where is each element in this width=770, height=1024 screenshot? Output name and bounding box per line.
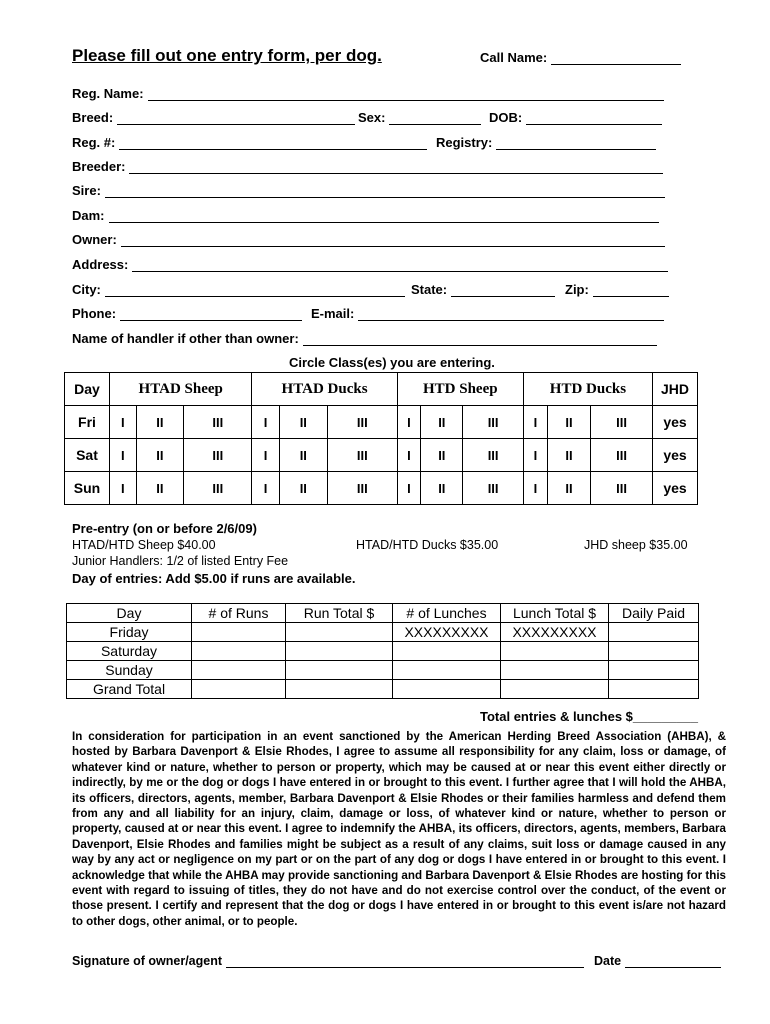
class-option[interactable]: II <box>548 472 591 505</box>
pay-cell[interactable] <box>393 661 501 680</box>
pay-header-daily-paid: Daily Paid <box>609 604 699 623</box>
class-option[interactable]: II <box>136 472 183 505</box>
class-option[interactable]: III <box>328 472 398 505</box>
pay-day: Sunday <box>67 661 192 680</box>
pay-cell[interactable] <box>286 661 393 680</box>
state-field[interactable]: State: <box>411 282 559 297</box>
class-option[interactable]: II <box>279 406 327 439</box>
day-cell: Fri <box>65 406 110 439</box>
payment-table <box>66 603 699 699</box>
handler-field[interactable]: Name of handler if other than owner: <box>72 331 661 346</box>
class-option[interactable]: I <box>110 439 137 472</box>
payment-row-sunday <box>67 661 699 680</box>
pay-cell[interactable] <box>393 680 501 699</box>
date-field[interactable]: Date <box>594 954 725 968</box>
pay-cell[interactable] <box>286 623 393 642</box>
class-option[interactable]: III <box>184 439 252 472</box>
class-option[interactable]: I <box>397 472 421 505</box>
class-row-sat <box>65 439 698 472</box>
address-field[interactable]: Address: <box>72 257 672 272</box>
class-option[interactable]: II <box>279 472 327 505</box>
day-cell: Sat <box>65 439 110 472</box>
day-cell: Sun <box>65 472 110 505</box>
phone-field[interactable]: Phone: <box>72 306 306 321</box>
registry-field[interactable]: Registry: <box>436 135 660 150</box>
payment-row-saturday <box>67 642 699 661</box>
class-option[interactable]: II <box>421 406 463 439</box>
jhd-option[interactable]: yes <box>653 472 698 505</box>
breeder-field[interactable]: Breeder: <box>72 159 667 174</box>
dob-field[interactable]: DOB: <box>489 110 666 125</box>
pay-header-run-total: Run Total $ <box>286 604 393 623</box>
class-option[interactable]: III <box>184 406 252 439</box>
pay-cell[interactable] <box>609 623 699 642</box>
zip-field[interactable]: Zip: <box>565 282 673 297</box>
pay-cell[interactable] <box>286 642 393 661</box>
pay-cell[interactable] <box>609 642 699 661</box>
class-option[interactable]: III <box>463 406 524 439</box>
header-htd-ducks: HTD Ducks <box>523 373 652 406</box>
class-option[interactable]: II <box>136 406 183 439</box>
owner-field[interactable]: Owner: <box>72 232 669 247</box>
header-day: Day <box>65 373 110 406</box>
pay-cell[interactable] <box>192 642 286 661</box>
pay-header-lunch-total: Lunch Total $ <box>501 604 609 623</box>
lunch-mask: XXXXXXXXX <box>501 623 609 642</box>
jhd-option[interactable]: yes <box>653 439 698 472</box>
pay-cell[interactable] <box>192 623 286 642</box>
sire-field[interactable]: Sire: <box>72 183 669 198</box>
class-option[interactable]: II <box>279 439 327 472</box>
reg-number-field[interactable]: Reg. #: <box>72 135 427 150</box>
class-option[interactable]: II <box>421 439 463 472</box>
reg-name-field[interactable]: Reg. Name: <box>72 86 668 101</box>
class-option[interactable]: I <box>252 406 279 439</box>
class-option[interactable]: II <box>548 406 591 439</box>
class-row-sun <box>65 472 698 505</box>
pay-cell[interactable] <box>393 642 501 661</box>
call-name-field[interactable]: Call Name: <box>480 50 685 65</box>
pay-cell[interactable] <box>609 661 699 680</box>
pay-cell[interactable] <box>501 680 609 699</box>
pay-header-runs: # of Runs <box>192 604 286 623</box>
class-option[interactable]: III <box>328 406 398 439</box>
classes-heading: Circle Class(es) you are entering. <box>289 355 495 370</box>
class-option[interactable]: III <box>184 472 252 505</box>
header-htad-ducks: HTAD Ducks <box>252 373 397 406</box>
total-entries-field[interactable]: Total entries & lunches $_________ <box>480 709 698 724</box>
class-option[interactable]: I <box>397 439 421 472</box>
class-option[interactable]: I <box>523 472 547 505</box>
class-option[interactable]: III <box>591 439 653 472</box>
fee-sheep: HTAD/HTD Sheep $40.00 <box>72 538 216 552</box>
class-option[interactable]: I <box>523 406 547 439</box>
payment-row-friday <box>67 623 699 642</box>
pay-day: Friday <box>67 623 192 642</box>
pay-cell[interactable] <box>192 661 286 680</box>
class-option[interactable]: II <box>548 439 591 472</box>
class-table <box>64 372 698 505</box>
pay-header-lunches: # of Lunches <box>393 604 501 623</box>
lunch-mask: XXXXXXXXX <box>393 623 501 642</box>
class-table-header <box>65 373 698 406</box>
class-option[interactable]: III <box>463 439 524 472</box>
class-option[interactable]: I <box>252 439 279 472</box>
class-option[interactable]: I <box>110 472 137 505</box>
pay-cell[interactable] <box>501 661 609 680</box>
class-option[interactable]: II <box>136 439 183 472</box>
pay-day: Grand Total <box>67 680 192 699</box>
pay-header-day: Day <box>67 604 192 623</box>
email-field[interactable]: E-mail: <box>311 306 668 321</box>
fee-day-of: Day of entries: Add $5.00 if runs are available. <box>72 571 356 586</box>
class-option[interactable]: III <box>591 472 653 505</box>
page-title: Please fill out one entry form, per dog. <box>72 46 382 65</box>
payment-row-grand-total <box>67 680 699 699</box>
pay-cell[interactable] <box>501 642 609 661</box>
class-option[interactable]: I <box>523 439 547 472</box>
class-option[interactable]: I <box>110 406 137 439</box>
pay-cell[interactable] <box>286 680 393 699</box>
class-option[interactable]: I <box>397 406 421 439</box>
liability-waiver: In consideration for participation in an event sanctioned by the American Herding Breed Association (AHBA), & hosted by Barbara Davenport & Elsie Rhodes, I agree to assume all responsibility for any claim, loss or damage, of whatever kind or nature, whether to person or property, which may be caused at or near this event either directly or indirectly, by me or the dog or dogs I have entered in or brought to this event. I further agree that I will hold the AHBA, its officers, directors, agents, member, Barbara Davenport & Elsie Rhodes or their families harmless and defend them from any and all liability for an injury, claim, damage or loss, of whatever kind or nature, whether to person or property, caused at or near this event. I agree to indemnify the AHBA, its officers, directors, agents, members, Barbara Davenport, Elsie Rhodes and families might be subject as a result of any claims, suit loss or damage caused in any way by any act or negligence on my part or on the part of any dog or dogs I have entered in or brought to this event. I acknowledge that while the AHBA may provide sanctioning and Barbara Davenport & Elsie Rhodes are hosting for this event with regard to issuing of titles, they do not have and do not exercise control over the conduct, of the event or those present. I certify and represent that the dog or dogs I have entered in or brought to this event is/are not hazard to other dogs, other animal, or to people. <box>72 730 726 928</box>
pay-cell[interactable] <box>192 680 286 699</box>
class-option[interactable]: III <box>463 472 524 505</box>
fee-junior: Junior Handlers: 1/2 of listed Entry Fee <box>72 554 289 568</box>
header-jhd: JHD <box>653 373 698 406</box>
payment-header <box>67 604 699 623</box>
class-option[interactable]: I <box>252 472 279 505</box>
class-option[interactable]: III <box>591 406 653 439</box>
city-field[interactable]: City: <box>72 282 409 297</box>
class-row-fri <box>65 406 698 439</box>
header-htd-sheep: HTD Sheep <box>397 373 523 406</box>
header-htad-sheep: HTAD Sheep <box>110 373 252 406</box>
jhd-option[interactable]: yes <box>653 406 698 439</box>
signature-field[interactable]: Signature of owner/agent <box>72 954 588 968</box>
class-option[interactable]: II <box>421 472 463 505</box>
fee-jhd: JHD sheep $35.00 <box>584 538 688 552</box>
pay-cell[interactable] <box>609 680 699 699</box>
fee-ducks: HTAD/HTD Ducks $35.00 <box>356 538 499 552</box>
sex-field[interactable]: Sex: <box>358 110 485 125</box>
class-option[interactable]: III <box>328 439 398 472</box>
pay-day: Saturday <box>67 642 192 661</box>
breed-field[interactable]: Breed: <box>72 110 359 125</box>
dam-field[interactable]: Dam: <box>72 208 663 223</box>
preentry-heading: Pre-entry (on or before 2/6/09) <box>72 521 257 536</box>
